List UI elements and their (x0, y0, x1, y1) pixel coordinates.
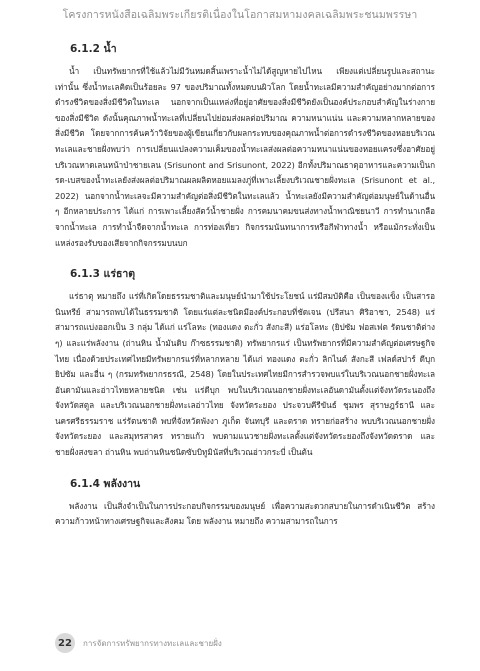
footer-book-title: การจัดการทรัพยากรทางทะเลและชายฝั่ง (83, 638, 222, 648)
section-heading: 6.1.2 น้ำ (70, 43, 117, 55)
running-header: โครงการหนังสือเฉลิมพระเกียรติเนื่องในโอกาสมหามงคลเฉลิมพระชนมพรรษา (62, 9, 418, 21)
section-heading: 6.1.4 พลังงาน (70, 477, 141, 490)
section-minerals (55, 267, 435, 461)
section-energy (55, 477, 435, 530)
section-water (55, 42, 435, 251)
paragraph: แร่ธาตุ หมายถึง แร่ที่เกิดโดยธรรมชาติและมนุษย์นำมาใช้ประโยชน์ แร่มีสมบัติคือ เป็นของแข็ง เป็นสารอนินทรีย์ สามารถพบได้ในธรรมชาติ โดยแร่แต่ละชนิดมีองค์ประกอบที่ชัดเจน (ปรีสนา ศิริอาชา, 2548) แร่สามารถแบ่งออกเป็น 3 กลุ่ม ได้แก่ แร่โลหะ (ทองแดง ตะกั่ว สังกะสี) แร่อโลหะ (ยิปซัม ฟอสเฟต รัตนชาติต่าง ๆ) และแร่พลังงาน (ถ่านหิน น้ำมันดิบ ก๊าซธรรมชาติ) ทรัพยากรแร่ เป็นทรัพยากรที่มีความสำคัญต่อเศรษฐกิจไทย เนื่องด้วยประเทศไทยมีทรัพยากรแร่ที่หลากหลาย ได้แก่ ทองแดง ตะกั่ว ลิกไนต์ สังกะสี เฟลด์สปาร์ ดีบุก ยิปซัม และอื่น ๆ (กรมทรัพยากรธรณี, 2548) โดยในประเทศไทยมีการสำรวจพบแร่ในบริเวณนอกชายฝั่งทะเลอันดามันและอ่าวไทยหลายชนิด เช่น แร่ดีบุก พบในบริเวณนอกชายฝั่งทะเลอันดามันตั้งแต่จังหวัดระนองถึงจังหวัดสตูล และบริเวณนอกชายฝั่งทะเลอ่าวไทย จังหวัดระยอง ประจวบคีรีขันธ์ ชุมพร สุราษฎร์ธานี และนครศรีธรรมราช แร่รัตนชาติ พบที่จังหวัดพังงา ภูเก็ต จันทบุรี และตราด ทรายก่อสร้าง พบบริเวณนอกชายฝั่งจังหวัดระยอง และสมุทรสาคร ทรายแก้ว พบตามแนวชายฝั่งทะเลตั้งแต่จังหวัดระยองถึงจังหวัดตราด และชายฝั่งสงขลา ถ่านหิน พบถ่านหินชนิดซับบิทูมินัสที่บริเวณอ่าวกระบี่ เป็นต้น (55, 291, 435, 458)
page-footer (55, 632, 222, 654)
paragraph: พลังงาน เป็นสิ่งจำเป็นในการประกอบกิจกรรมของมนุษย์ เพื่อความสะดวกสบายในการดำเนินชีวิต สร้างความก้าวหน้าทางเศรษฐกิจและสังคม โดย พลังงาน หมายถึง ความสามารถในการ (55, 500, 435, 527)
page-content (55, 42, 435, 530)
paragraph: น้ำ เป็นทรัพยากรที่ใช้แล้วไม่มีวันหมดสิ้นเพราะน้ำไม่ได้สูญหายไปไหน เพียงแต่เปลี่ยนรูปและสถานะเท่านั้น ซึ่งน้ำทะเลคิดเป็นร้อยละ 97 ของปริมาณทั้งหมดบนผิวโลก โดยน้ำทะเลมีความสำคัญอย่างมากต่อการดำรงชีวิตของสิ่งมีชีวิตในทะเล นอกจากเป็นแหล่งที่อยู่อาศัยของสิ่งมีชีวิตยังเป็นองค์ประกอบสำคัญในร่างกายของสิ่งมีชีวิต ดังนั้นคุณภาพน้ำทะเลที่เปลี่ยนไปย่อมส่งผลต่อปริมาณ ความหนาแน่น และความหลากหลายของสิ่งมีชีวิต โดยจากการค้นคว้าวิจัยของผู้เขียนเกี่ยวกับผลกระทบของคุณภาพน้ำต่อการดำรงชีวิตของหอยบริเวณทะเลและชายฝั่งพบว่า การเปลี่ยนแปลงความเค็มของน้ำทะเลส่งผลต่อความหนาแน่นของหอยแครงซึ่งอาศัยอยู่บริเวณหาดเลนหน้าป่าชายเลน (Srisunont and Srisunont, 2022) อีกทั้งปริมาณธาตุอาหารและความเป็นกรด-เบสของน้ำทะเลยังส่งผลต่อปริมาณผลผลิตหอยแมลงภู่ที่เพาะเลี้ยงบริเวณชายฝั่งทะเล (Srisunont et al., 2022) นอกจากน้ำทะเลจะมีความสำคัญต่อสิ่งมีชีวิตในทะเลแล้ว น้ำทะเลยังมีความสำคัญต่อมนุษย์ในด้านอื่น ๆ อีกหลายประการ ได้แก่ การเพาะเลี้ยงสัตว์น้ำชายฝั่ง การคมนาคมขนส่งทางน้ำพาณิชยนาวี การทำนาเกลือจากน้ำทะเล การทำน้ำจืดจากน้ำทะเล การท่องเที่ยว กิจกรรมนันทนาการหรือกีฬาทางน้ำ หรือแม้กระทั่งเป็นแหล่งรองรับของเสียจากกิจกรรมบนบก (55, 66, 435, 248)
page-number-badge: 22 (55, 633, 75, 653)
section-heading: 6.1.3 แร่ธาตุ (70, 268, 136, 281)
